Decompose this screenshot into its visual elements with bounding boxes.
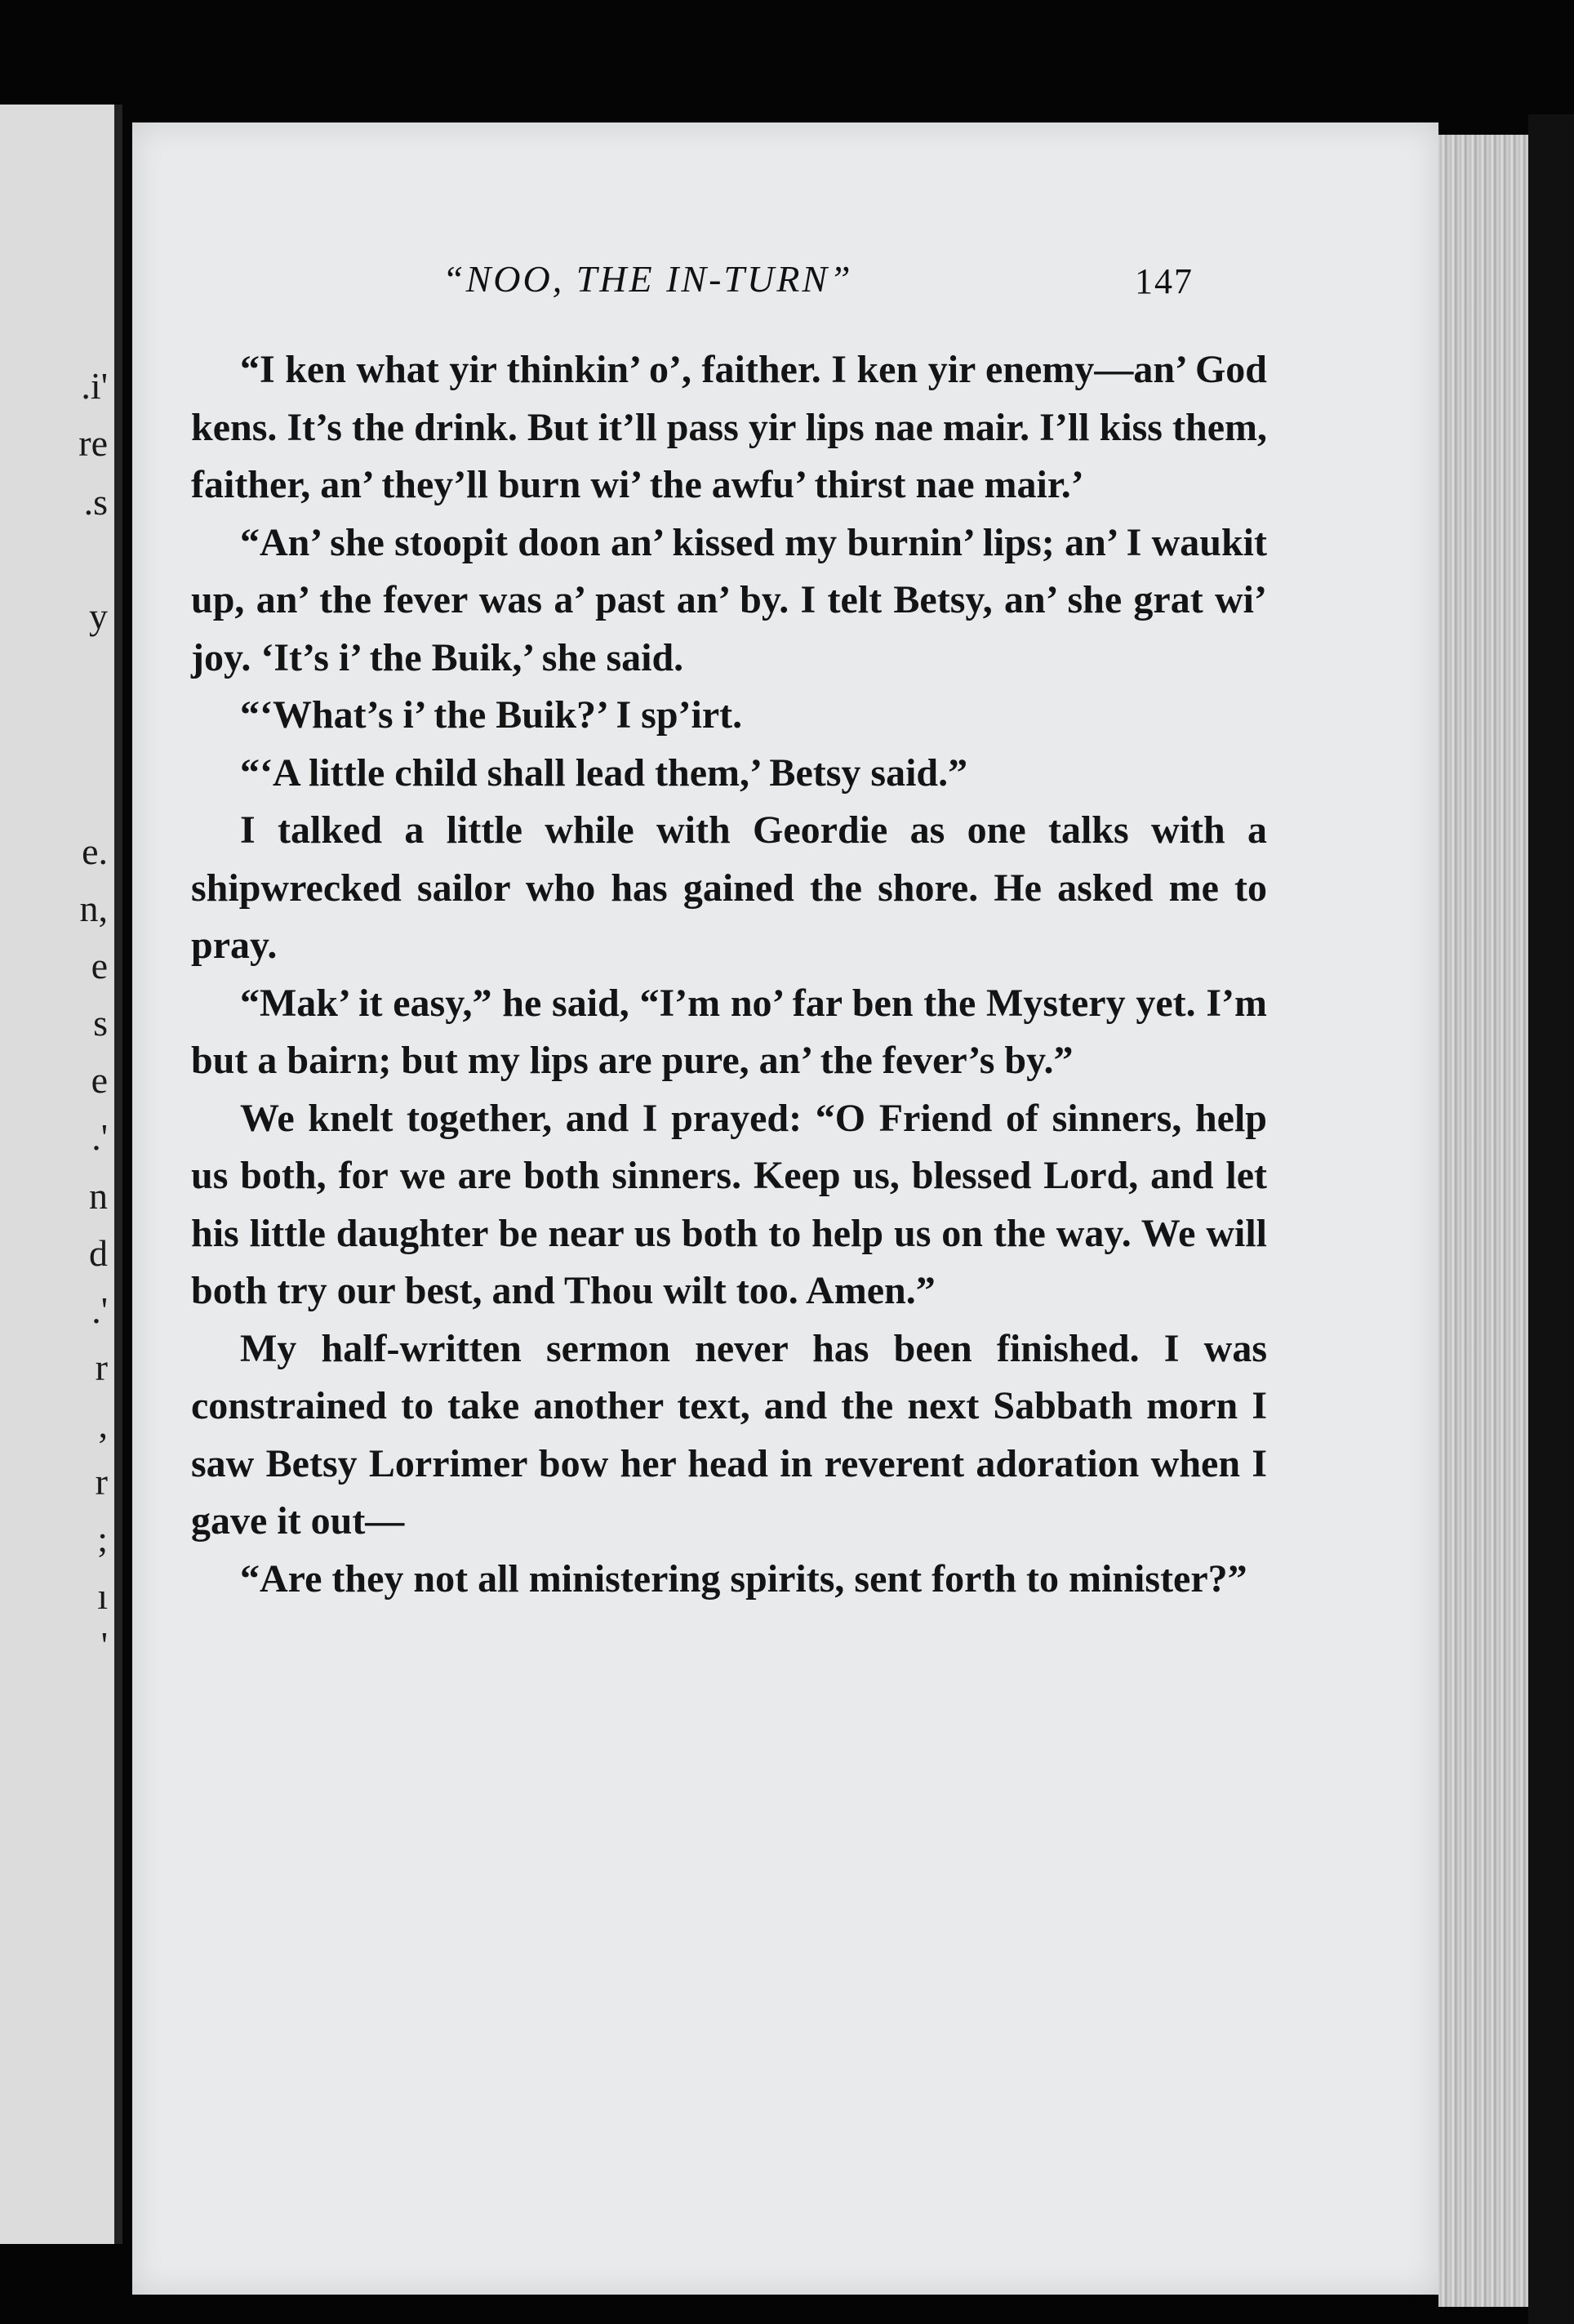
previous-page-fragment: .' xyxy=(91,1116,108,1158)
previous-page-fragment: r xyxy=(95,1347,108,1388)
previous-page-fragment: n, xyxy=(79,888,108,929)
previous-page-fragment: e. xyxy=(82,830,108,872)
page-stack-edge xyxy=(1438,135,1528,2307)
paragraph: “I ken what yir thinkin’ o’, faither. I ken yir enemy—an’ God kens. It’s the drink. But it’ll pass yir lips nae mair. I’ll kiss them, faither, an’ they’ll burn wi’ the awfu’ thirst nae mair.’ xyxy=(191,348,1267,506)
paragraph: “‘What’s i’ the Buik?’ I sp’irt. xyxy=(240,693,743,737)
previous-page-fragment: ; xyxy=(97,1518,108,1560)
previous-page-fragment: y xyxy=(89,595,108,637)
paragraph: “Are they not all ministering spirits, sent forth to minister?” xyxy=(240,1556,1247,1601)
previous-page-fragment: e xyxy=(91,1059,108,1101)
previous-page-fragment: e xyxy=(91,945,108,986)
paragraph: “An’ she stoopit doon an’ kissed my burnin’ lips; an’ I waukit up, an’ the fever was a’ past an’ by. I telt Betsy, an’ she grat wi’ joy. ‘It’s i’ the Buik,’ she said. xyxy=(191,520,1267,679)
book-page xyxy=(132,122,1438,2295)
previous-page-fragment: n xyxy=(89,1175,108,1217)
previous-page-fragment: re xyxy=(78,422,108,464)
previous-page-fragment: , xyxy=(98,1404,108,1445)
previous-page-fragment: d xyxy=(89,1232,108,1274)
previous-page-fragment: .s xyxy=(83,481,108,523)
paragraph: We knelt together, and I prayed: “O Friend of sinners, help us both, for we are both sinners. Keep us, blessed Lord, and let his little daughter be near us both to help us on the way. We will both try our best, and Thou wilt too. Amen.” xyxy=(191,1096,1267,1312)
previous-page-fragment: r xyxy=(95,1461,108,1503)
previous-page-edge xyxy=(0,105,122,2244)
previous-page-fragment: ı xyxy=(97,1575,108,1617)
paragraph: “Mak’ it easy,” he said, “I’m no’ far ben the Mystery yet. I’m but a bairn; but my lips are pure, an’ the fever’s by.” xyxy=(191,981,1267,1082)
previous-page-fragment: .' xyxy=(91,1289,108,1331)
page-number: 147 xyxy=(1135,261,1194,301)
running-title: “NOO, THE IN-TURN” xyxy=(442,258,853,300)
paragraph: My half-written sermon never has been finished. I was constrained to take another text, and the next Sabbath morn I saw Betsy Lorrimer bow her head in reverent adoration when I gave it out— xyxy=(191,1326,1267,1543)
previous-page-fragment: s xyxy=(93,1002,108,1044)
paragraph: I talked a little while with Geordie as one talks with a shipwrecked sailor who has gained the shore. He asked me to pray. xyxy=(191,808,1267,967)
paragraph: “‘A little child shall lead them,’ Betsy said.” xyxy=(240,750,968,795)
previous-page-fragment: .i' xyxy=(81,365,108,407)
page-body xyxy=(191,341,1267,1608)
background-shadow xyxy=(1528,114,1574,2324)
previous-page-fragment: ' xyxy=(100,1624,108,1666)
